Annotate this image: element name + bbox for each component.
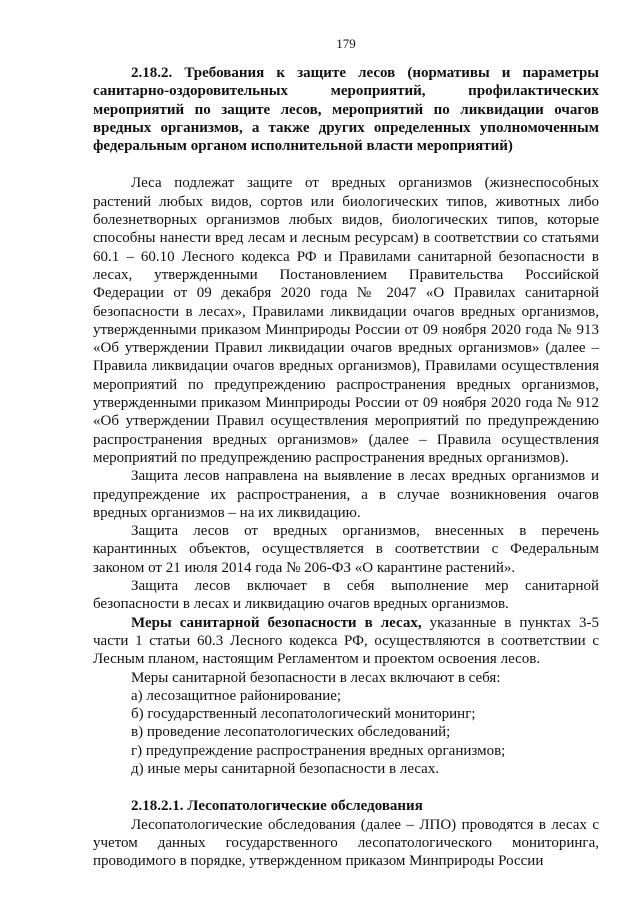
- spacer: [93, 155, 599, 174]
- paragraph-sanitary-measures: [93, 614, 599, 669]
- paragraph-forest-protection: Леса подлежат защите от вредных организмов (жизнеспособных растений любых видов, сортов или биологических типов, животных либо болезнетворных организмов любых видов, биологических типов, которые способны нанести вред лесам и лесным ресурсам) в соответствии со статьями 60.1 – 60.10 Лесного кодекса РФ и Правилами санитарной безопасности в лесах, утвержденными Постановлением Правительства Российской Федерации от 09 декабря 2020 года № 2047 «О Правилах санитарной безопасности в лесах», Правилами ликвидации очагов вредных организмов, утвержденными приказом Минприроды России от 09 ноября 2020 года № 913 «Об утверждении Правил ликвидации очагов вредных организмов» (далее – Правила ликвидации очагов вредных организмов), Правилами осуществления мероприятий по предупреждению распространения вредных организмов, утвержденными приказом Минприроды России от 09 ноября 2020 года № 912 «Об утверждении Правил осуществления мероприятий по предупреждению распространения вредных организмов» (далее – Правила осуществления мероприятий по предупреждению распространения вредных организмов).: [93, 175, 599, 466]
- measures-list: [93, 687, 599, 778]
- paragraph-protection-includes: Защита лесов включает в себя выполнение мер санитарной безопасности в лесах и ликвидацию очагов вредных организмов.: [93, 578, 599, 613]
- list-item: а) лесозащитное районирование;: [131, 687, 342, 704]
- list-item: б) государственный лесопатологический мониторинг;: [131, 706, 476, 723]
- sanitary-measures-term: Меры санитарной безопасности в лесах,: [131, 614, 422, 631]
- paragraph-measures-include: Меры санитарной безопасности в лесах включают в себя:: [131, 669, 501, 686]
- list-item: г) предупреждение распространения вредных организмов;: [131, 742, 506, 759]
- section-heading: 2.18.2. Требования к защите лесов (нормативы и параметры санитарно-оздоровительных мероприятий, профилактических мероприятий по защите лесов, мероприятий по ликвидации очагов вредных организмов, а также других определенных уполномоченным федеральным органом исполнительной власти мероприятий): [93, 65, 599, 155]
- paragraph-inspections: Лесопатологические обследования (далее – ЛПО) проводятся в лесах с учетом данных государственного лесопатологического мониторинга, проводимого в порядке, утвержденном приказом Минприроды России: [93, 816, 599, 870]
- spacer: [93, 778, 599, 797]
- paragraph-protection-aim: Защита лесов направлена на выявление в лесах вредных организмов и предупреждение их распространения, а в случае возникновения очагов вредных организмов – на их ликвидацию.: [93, 468, 599, 521]
- subsection-heading: 2.18.2.1. Лесопатологические обследования: [131, 798, 423, 815]
- sanitary-measures-text: указанные в пунктах 3-5 части 1 статьи 60.3 Лесного кодекса РФ, осуществляются в соответствии с Лесным планом, настоящим Регламентом и проектом освоения лесов.: [93, 614, 599, 668]
- paragraph-quarantine: Защита лесов от вредных организмов, внесенных в перечень карантинных объектов, осуществляется в соответствии с Федеральным законом от 21 июля 2014 года № 206-ФЗ «О карантине растений».: [93, 523, 599, 576]
- list-item: в) проведение лесопатологических обследований;: [131, 724, 451, 741]
- page-number: 179: [336, 36, 356, 51]
- list-item: д) иные меры санитарной безопасности в лесах.: [131, 760, 440, 777]
